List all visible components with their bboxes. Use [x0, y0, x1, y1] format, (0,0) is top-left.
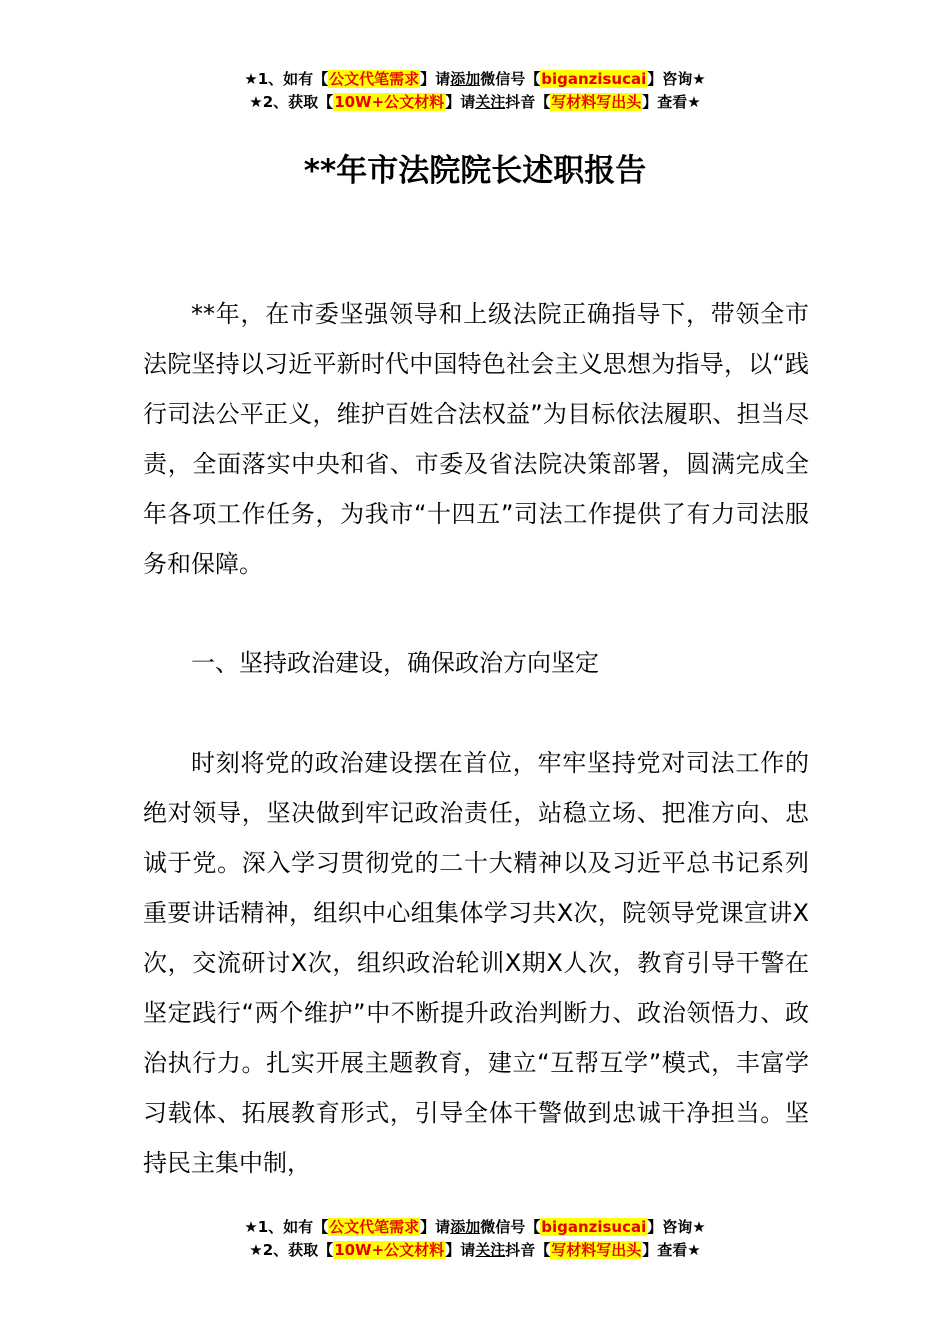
promo-line-1-prefix: ★1、如有【: [244, 1218, 329, 1236]
promo-line-1-suffix: 】咨询★: [647, 1218, 706, 1236]
promo-line-2-mid: 】请: [445, 93, 476, 111]
footer-promo-banner: [0, 1216, 950, 1262]
promo-line-1-highlight-service: 公文代笔需求: [329, 70, 420, 88]
promo-line-2-emphasis: 关注: [475, 1241, 506, 1259]
promo-line-2-highlight-douyin: 写材料写出头: [551, 93, 642, 111]
paragraph-text: **年，在市委坚强领导和上级法院正确指导下，带领全市法院坚持以习近平新时代中国特色社会主义思想为指导，以“践行司法公平正义，维护百姓合法权益”为目标依法履职、担当尽责，全面落实中央和省、市委及省法院决策部署，圆满完成全年各项工作任务，为我市“十四五”司法工作提供了有力司法服务和保障。: [143, 300, 809, 578]
promo-line-1-highlight-wechat: biganzisucai: [541, 70, 647, 88]
promo-line-1-mid2: 微信号【: [480, 1218, 541, 1236]
promo-line-1-mid: 】请: [420, 1218, 451, 1236]
promo-line-2-prefix: ★2、获取【: [249, 1241, 334, 1259]
promo-line-1-suffix: 】咨询★: [647, 70, 706, 88]
promo-line-2-highlight-materials: 10W+公文材料: [334, 1241, 445, 1259]
promo-line-1: [0, 1216, 950, 1239]
promo-line-1-mid2: 微信号【: [480, 70, 541, 88]
promo-line-2: [0, 1239, 950, 1262]
promo-line-2-mid2: 抖音【: [505, 1241, 551, 1259]
document-title: **年市法院院长述职报告: [303, 153, 647, 189]
section-heading-1: [143, 638, 809, 688]
promo-line-2-mid: 】请: [445, 1241, 476, 1259]
section-heading-text: 一、坚持政治建设，确保政治方向坚定: [191, 649, 599, 677]
promo-line-1: [0, 68, 950, 91]
promo-line-1-emphasis: 添加: [450, 1218, 481, 1236]
promo-line-2-emphasis: 关注: [475, 93, 506, 111]
promo-line-2-suffix: 】查看★: [642, 1241, 701, 1259]
promo-line-2-suffix: 】查看★: [642, 93, 701, 111]
promo-line-2-mid2: 抖音【: [505, 93, 551, 111]
promo-line-2-highlight-materials: 10W+公文材料: [334, 93, 445, 111]
promo-line-1-emphasis: 添加: [450, 70, 481, 88]
promo-line-1-highlight-service: 公文代笔需求: [329, 1218, 420, 1236]
promo-line-2: [0, 91, 950, 114]
promo-line-1-mid: 】请: [420, 70, 451, 88]
promo-line-2-prefix: ★2、获取【: [249, 93, 334, 111]
body-paragraph-intro: [143, 289, 809, 589]
body-paragraph-political: [143, 738, 809, 1188]
promo-line-2-highlight-douyin: 写材料写出头: [551, 1241, 642, 1259]
promo-line-1-highlight-wechat: biganzisucai: [541, 1218, 647, 1236]
paragraph-text: 时刻将党的政治建设摆在首位，牢牢坚持党对司法工作的绝对领导，坚决做到牢记政治责任，站稳立场、把准方向、忠诚于党。深入学习贯彻党的二十大精神以及习近平总书记系列重要讲话精神，组织中心组集体学习共X次，院领导党课宣讲X次，交流研讨X次，组织政治轮训X期X人次，教育引导干警在坚定践行“两个维护”中不断提升政治判断力、政治领悟力、政治执行力。扎实开展主题教育，建立“互帮互学”模式，丰富学习载体、拓展教育形式，引导全体干警做到忠诚干净担当。坚持民主集中制，: [143, 749, 809, 1177]
promo-line-1-prefix: ★1、如有【: [244, 70, 329, 88]
header-promo-banner: [0, 68, 950, 114]
